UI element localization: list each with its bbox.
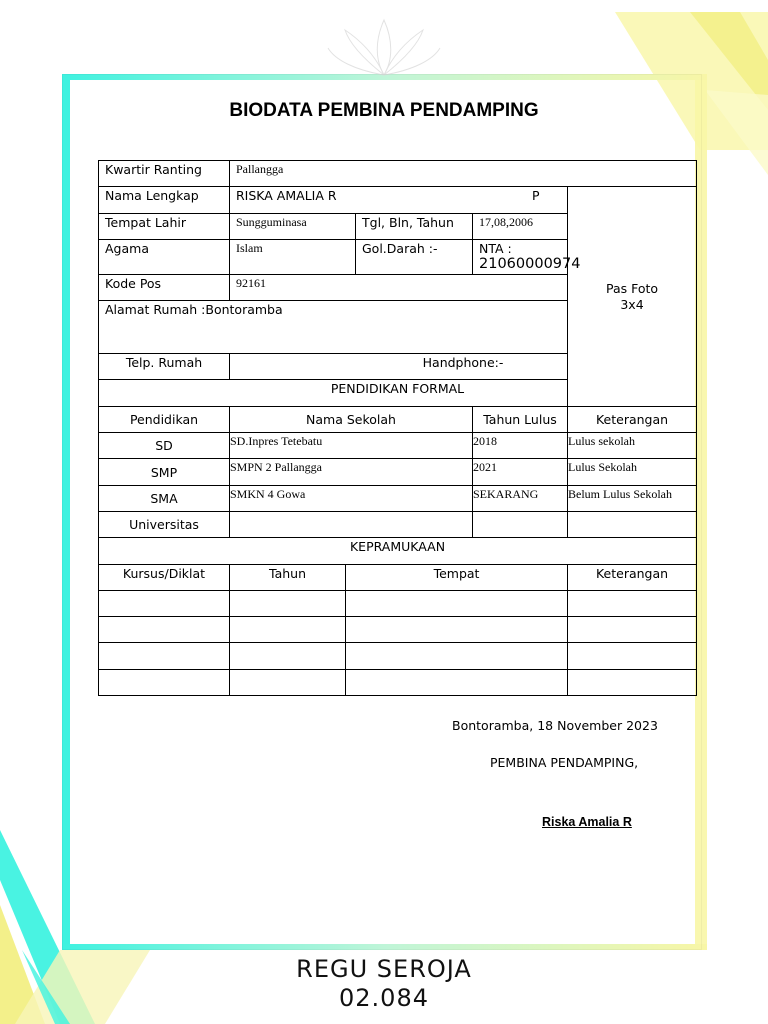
table-row — [99, 511, 697, 537]
gender-value: P — [532, 188, 540, 204]
empty-cell — [568, 617, 697, 643]
nama-label: Nama Lengkap — [99, 187, 230, 213]
agama-value: Islam — [230, 239, 356, 274]
empty-cell — [346, 590, 568, 616]
empty-cell — [346, 643, 568, 669]
edu-level: SD — [99, 433, 230, 459]
edu-level: SMA — [99, 485, 230, 511]
nta-cell — [473, 239, 581, 274]
kepramukaan-section-title: KEPRAMUKAAN — [99, 538, 697, 564]
row-kepramukaan-headers — [99, 564, 697, 590]
header-tahun-lulus: Tahun Lulus — [473, 406, 568, 432]
row-kwartir — [99, 161, 697, 187]
empty-cell — [568, 590, 697, 616]
table-row — [99, 459, 697, 485]
header-keterangan-pramuka: Keterangan — [568, 564, 697, 590]
empty-cell — [99, 669, 230, 695]
photo-label: Pas Foto — [605, 280, 659, 296]
table-row — [99, 590, 697, 616]
empty-cell — [568, 669, 697, 695]
page-title: BIODATA PEMBINA PENDAMPING — [229, 100, 539, 121]
header-nama-sekolah: Nama Sekolah — [230, 406, 473, 432]
header-pendidikan: Pendidikan — [99, 406, 230, 432]
empty-cell — [230, 617, 346, 643]
empty-cell — [230, 590, 346, 616]
edu-level: SMP — [99, 459, 230, 485]
edu-school — [230, 511, 473, 537]
edu-note — [568, 511, 697, 537]
tgl-value: 17,08,2006 — [473, 213, 568, 239]
empty-cell — [346, 617, 568, 643]
footer-team-name: REGU SEROJA — [296, 955, 472, 983]
edu-note: Lulus Sekolah — [568, 459, 697, 485]
edu-school: SMKN 4 Gowa — [230, 485, 473, 511]
nama-cell — [230, 187, 568, 213]
tempat-value: Sungguminasa — [230, 213, 356, 239]
footer-team-code: 02.084 — [339, 984, 429, 1012]
nta-label: NTA : — [479, 240, 512, 256]
edu-year: SEKARANG — [473, 485, 568, 511]
header-kursus: Kursus/Diklat — [99, 564, 230, 590]
table-row — [99, 643, 697, 669]
kwartir-label: Kwartir Ranting — [99, 161, 230, 187]
edu-level: Universitas — [99, 511, 230, 537]
row-pendidikan-headers — [99, 406, 697, 432]
nta-value: 21060000974 — [479, 255, 581, 272]
table-row — [99, 433, 697, 459]
photo-size: 3x4 — [620, 296, 644, 312]
pendidikan-section-title: PENDIDIKAN FORMAL — [99, 380, 697, 406]
edu-note: Lulus sekolah — [568, 433, 697, 459]
empty-cell — [99, 590, 230, 616]
telp-label: Telp. Rumah — [99, 354, 230, 380]
edu-school: SMPN 2 Pallangga — [230, 459, 473, 485]
tgl-label: Tgl, Bln, Tahun — [356, 213, 473, 239]
footer-team — [0, 955, 768, 1013]
tempat-label: Tempat Lahir — [99, 213, 230, 239]
row-pendidikan-title — [99, 380, 697, 406]
row-telp — [99, 354, 697, 380]
empty-cell — [568, 643, 697, 669]
table-row — [99, 485, 697, 511]
edu-note: Belum Lulus Sekolah — [568, 485, 697, 511]
row-kepramukaan-title — [99, 538, 697, 564]
row-nama — [99, 187, 697, 213]
nama-value: RISKA AMALIA R — [236, 188, 337, 204]
edu-year: 2018 — [473, 433, 568, 459]
edu-year: 2021 — [473, 459, 568, 485]
empty-cell — [99, 643, 230, 669]
hp-label: Handphone:- — [230, 354, 697, 380]
empty-cell — [230, 643, 346, 669]
kodepos-value: 92161 — [230, 274, 568, 300]
biodata-table — [98, 160, 697, 696]
signature-name: Riska Amalia R — [542, 815, 632, 829]
goldarah-label: Gol.Darah :- — [356, 239, 473, 274]
signature-role: PEMBINA PENDAMPING, — [490, 755, 639, 770]
empty-cell — [346, 669, 568, 695]
header-tempat: Tempat — [346, 564, 568, 590]
alamat-label: Alamat Rumah :Bontoramba — [99, 301, 568, 354]
table-row — [99, 617, 697, 643]
kodepos-label: Kode Pos — [99, 274, 230, 300]
agama-label: Agama — [99, 239, 230, 274]
table-row — [99, 669, 697, 695]
edu-school: SD.Inpres Tetebatu — [230, 433, 473, 459]
empty-cell — [99, 617, 230, 643]
empty-cell — [230, 669, 346, 695]
kwartir-value: Pallangga — [230, 161, 697, 187]
signature-place-date: Bontoramba, 18 November 2023 — [452, 718, 658, 733]
edu-year — [473, 511, 568, 537]
header-tahun: Tahun — [230, 564, 346, 590]
header-keterangan: Keterangan — [568, 406, 697, 432]
